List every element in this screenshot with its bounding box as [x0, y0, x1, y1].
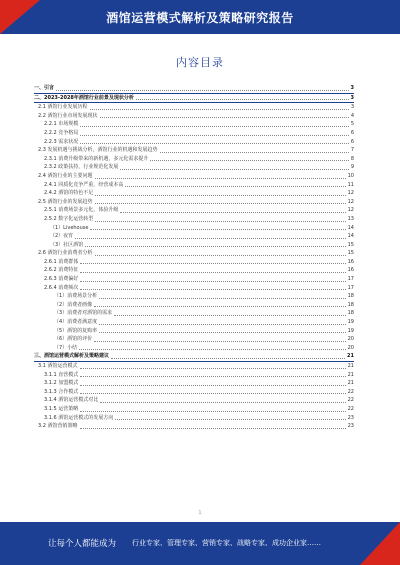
toc-entry-page: 21 — [347, 353, 354, 360]
toc-entry[interactable] — [34, 362, 354, 371]
toc-leader-dots — [99, 323, 345, 325]
toc-entry-title: （3）社区酒馆 — [50, 241, 84, 248]
toc-leader-dots — [160, 151, 349, 153]
toc-leader-dots — [80, 384, 345, 386]
toc-leader-dots — [80, 375, 345, 377]
toc-entry-title: 2.5.1 消费场景多元化，体验升级 — [44, 207, 119, 214]
page-number: 1 — [198, 510, 202, 516]
toc-entry[interactable] — [34, 94, 354, 104]
table-of-contents — [34, 84, 354, 431]
toc-entry-page: 23 — [347, 414, 354, 421]
toc-entry-page: 15 — [347, 250, 354, 257]
toc-entry-page: 11 — [347, 181, 354, 188]
toc-entry-page: 22 — [347, 397, 354, 404]
toc-entry-page: 23 — [347, 423, 354, 430]
toc-entry[interactable] — [34, 112, 354, 121]
toc-entry-page: 12 — [347, 207, 354, 214]
toc-entry-page: 21 — [347, 380, 354, 387]
toc-entry[interactable] — [34, 414, 354, 423]
toc-leader-dots — [100, 116, 349, 118]
toc-entry[interactable] — [34, 258, 354, 267]
toc-entry[interactable] — [34, 172, 354, 181]
toc-leader-dots — [95, 202, 346, 204]
toc-entry-title: （6）酒馆的评价 — [54, 336, 93, 343]
toc-entry-title: 一、引言 — [34, 85, 55, 91]
toc-entry-title: 2.1 酒馆行业发展历程 — [38, 104, 88, 111]
footer-accent — [360, 522, 400, 565]
toc-entry-page: 17 — [347, 276, 354, 283]
toc-entry-page: 14 — [347, 224, 354, 231]
toc-leader-dots — [80, 142, 349, 144]
toc-entry-page: 12 — [347, 198, 354, 205]
toc-leader-dots — [99, 331, 345, 333]
toc-entry[interactable] — [34, 241, 354, 250]
toc-entry[interactable] — [34, 284, 354, 293]
toc-entry-title: 3.1.3 合作模式 — [44, 388, 79, 395]
toc-entry-page: 18 — [347, 301, 354, 308]
toc-entry-title: （5）酒馆的复购率 — [54, 327, 98, 334]
footer-tagline: 行业专家、管理专家、营销专家、战略专家、成功企业家…… — [132, 539, 321, 547]
toc-entry-page: 3 — [350, 104, 354, 111]
toc-entry-title: 3.1 酒馆运营模式 — [38, 363, 78, 369]
toc-leader-dots — [120, 211, 345, 213]
toc-entry-page: 4 — [350, 112, 354, 119]
toc-leader-dots — [75, 237, 345, 239]
toc-entry[interactable] — [34, 405, 354, 414]
toc-leader-dots — [95, 220, 345, 222]
footer-banner — [0, 522, 400, 565]
toc-entry-page: 16 — [347, 267, 354, 274]
toc-entry-page: 7 — [350, 147, 354, 154]
toc-entry[interactable] — [34, 146, 354, 155]
toc-entry-page: 18 — [347, 310, 354, 317]
toc-leader-dots — [100, 401, 345, 403]
toc-entry-title: 2.6 酒馆行业消费者分析 — [38, 250, 93, 257]
toc-entry-page: 22 — [347, 388, 354, 395]
toc-entry-title: 2.6.1 消费群体 — [44, 258, 79, 265]
toc-heading: 内容目录 — [176, 56, 224, 69]
toc-entry-page: 19 — [347, 319, 354, 326]
toc-leader-dots — [95, 177, 346, 179]
toc-entry-page: 20 — [347, 336, 354, 343]
toc-entry[interactable] — [34, 371, 354, 380]
toc-entry-title: 3.1.2 加盟模式 — [44, 380, 79, 387]
toc-leader-dots — [85, 245, 345, 247]
toc-entry-page: 20 — [347, 344, 354, 351]
toc-leader-dots — [80, 427, 346, 429]
toc-entry-title: 2.6.4 消费频次 — [44, 284, 79, 291]
toc-entry-page: 21 — [347, 363, 354, 369]
toc-entry-title: 2.5 酒馆行业的发展趋势 — [38, 198, 93, 205]
toc-entry-page: 6 — [350, 129, 354, 136]
toc-leader-dots — [90, 108, 349, 110]
toc-leader-dots — [80, 134, 349, 136]
toc-entry[interactable] — [34, 327, 354, 336]
toc-entry-page: 10 — [347, 172, 354, 179]
toc-entry-page: 17 — [347, 284, 354, 291]
toc-entry-page: 12 — [347, 190, 354, 197]
toc-leader-dots — [80, 125, 349, 127]
toc-entry-title: 三、酒馆运营模式解析及策略建议 — [34, 353, 110, 360]
toc-entry[interactable] — [34, 309, 354, 318]
toc-leader-dots — [115, 418, 345, 420]
toc-entry[interactable] — [34, 335, 354, 344]
toc-leader-dots — [79, 348, 345, 350]
toc-entry-title: 2.6.2 消费特征 — [44, 267, 79, 274]
toc-entry[interactable] — [34, 379, 354, 388]
footer-slogan: 让每个人都能成为 — [48, 539, 117, 549]
toc-entry-title: 2.3 发展机遇与挑战分析，酒馆行业的机遇和发展趋势 — [38, 147, 158, 154]
toc-entry[interactable] — [34, 215, 354, 224]
toc-entry-page: 18 — [347, 293, 354, 300]
toc-leader-dots — [80, 271, 345, 273]
toc-entry-title: 3.1.1 直营模式 — [44, 371, 79, 378]
toc-leader-dots — [125, 185, 345, 187]
toc-entry[interactable] — [34, 224, 354, 233]
toc-leader-dots — [80, 392, 345, 394]
toc-entry[interactable] — [34, 301, 354, 310]
toc-entry[interactable] — [34, 189, 354, 198]
toc-entry-title: （1）Livehouse — [50, 224, 89, 231]
toc-entry[interactable] — [34, 181, 354, 190]
toc-entry[interactable] — [34, 206, 354, 215]
toc-entry[interactable] — [34, 266, 354, 275]
toc-entry[interactable] — [34, 396, 354, 405]
toc-entry-title: （4）消费者满意度 — [54, 319, 98, 326]
toc-entry-title: 2.2 酒馆行业市场发展现状 — [38, 112, 98, 119]
report-title: 酒馆运营模式解析及策略研究报告 — [106, 11, 294, 25]
toc-entry-title: 2.2.3 需求状况 — [44, 138, 79, 145]
toc-entry-page: 9 — [350, 164, 354, 171]
toc-leader-dots — [80, 410, 345, 412]
toc-entry[interactable] — [34, 155, 354, 164]
toc-entry-page: 8 — [350, 155, 354, 162]
toc-entry[interactable] — [34, 129, 354, 138]
toc-entry-page: 13 — [347, 215, 354, 222]
toc-entry-page: 3 — [350, 94, 354, 101]
toc-entry[interactable] — [34, 232, 354, 241]
toc-entry-page: 15 — [347, 241, 354, 248]
toc-entry-page: 16 — [347, 258, 354, 265]
toc-entry-title: 二、2023-2028年酒馆行业前景及现状分析 — [34, 94, 134, 101]
toc-leader-dots — [56, 89, 349, 91]
toc-entry-page: 14 — [347, 233, 354, 240]
toc-entry-title: 2.2.1 市场规模 — [44, 121, 79, 128]
toc-entry-title: 2.4.1 同质化竞争严重，经营成本高 — [44, 181, 124, 188]
toc-entry[interactable] — [34, 292, 354, 301]
toc-entry[interactable] — [34, 103, 354, 112]
toc-leader-dots — [95, 194, 345, 196]
toc-entry-page: 5 — [350, 121, 354, 128]
toc-entry-title: 2.3.1 消费升级带来的新机遇，多元化需求提升 — [44, 155, 149, 162]
toc-entry[interactable] — [34, 344, 354, 353]
toc-leader-dots — [80, 367, 346, 369]
toc-entry-page: 22 — [347, 405, 354, 412]
toc-entry-page: 21 — [347, 371, 354, 378]
toc-entry-title: 2.5.2 数字化运营转型 — [44, 215, 94, 222]
toc-entry-title: （3）消费者对酒馆的需求 — [54, 310, 113, 317]
toc-entry-title: 2.2.2 竞争格局 — [44, 129, 79, 136]
toc-leader-dots — [94, 340, 345, 342]
toc-entry-page: 19 — [347, 327, 354, 334]
toc-entry-page: 3 — [350, 85, 354, 91]
toc-leader-dots — [94, 305, 345, 307]
toc-entry[interactable] — [34, 163, 354, 172]
toc-entry[interactable] — [34, 84, 354, 94]
toc-entry-title: 3.1.4 酒馆运营模式对比 — [44, 397, 99, 404]
toc-entry[interactable] — [34, 388, 354, 397]
toc-entry[interactable] — [34, 138, 354, 147]
toc-entry[interactable] — [34, 275, 354, 284]
toc-leader-dots — [114, 314, 345, 316]
toc-leader-dots — [95, 254, 346, 256]
toc-leader-dots — [80, 280, 345, 282]
toc-leader-dots — [99, 297, 345, 299]
toc-entry-title: 2.4 酒馆行业的主要问题 — [38, 172, 93, 179]
toc-entry-title: 3.2 酒馆营销策略 — [38, 423, 78, 430]
toc-entry[interactable] — [34, 352, 354, 362]
toc-leader-dots — [150, 159, 348, 161]
toc-leader-dots — [90, 228, 345, 230]
toc-leader-dots — [111, 357, 345, 359]
toc-entry-page: 6 — [350, 138, 354, 145]
toc-entry[interactable] — [34, 422, 354, 431]
toc-entry[interactable] — [34, 249, 354, 258]
toc-leader-dots — [136, 98, 349, 100]
toc-entry[interactable] — [34, 198, 354, 207]
toc-leader-dots — [80, 262, 345, 264]
toc-entry[interactable] — [34, 318, 354, 327]
toc-entry-title: （7）小结 — [54, 344, 78, 351]
header-banner — [0, 0, 400, 34]
toc-entry-title: 3.1.5 运营策略 — [44, 405, 79, 412]
toc-leader-dots — [80, 288, 345, 290]
toc-entry-title: 3.1.6 酒馆运营模式的发展方向 — [44, 414, 114, 421]
toc-leader-dots — [120, 168, 348, 170]
toc-entry-title: （1）消费场景分析 — [54, 293, 98, 300]
toc-entry-title: （2）夜宵 — [50, 233, 74, 240]
toc-entry-title: （2）消费者画像 — [54, 301, 93, 308]
toc-entry[interactable] — [34, 120, 354, 129]
toc-entry-title: 2.4.2 酒馆的特色不足 — [44, 190, 94, 197]
toc-entry-title: 2.3.2 政策扶持，行业规范化发展 — [44, 164, 119, 171]
toc-entry-title: 2.6.3 消费偏好 — [44, 276, 79, 283]
